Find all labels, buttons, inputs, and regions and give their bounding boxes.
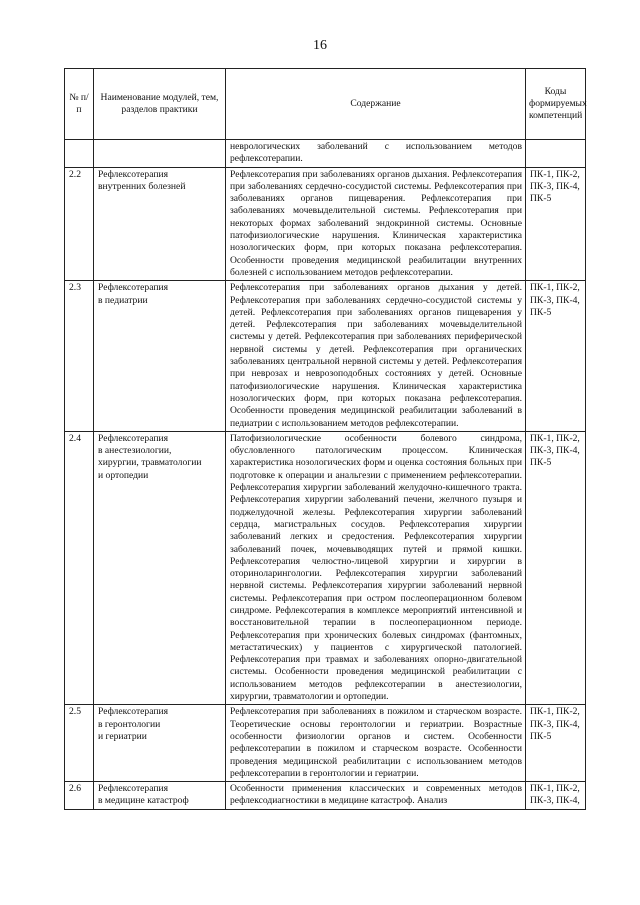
module-name-cell xyxy=(94,140,226,168)
row-number: 2.5 xyxy=(65,705,94,782)
row-number: 2.6 xyxy=(65,782,94,810)
module-name-line: Рефлексотерапия xyxy=(98,168,169,180)
module-name-cell xyxy=(94,167,226,281)
header-competency-codes: Коды формируемых компетенций xyxy=(526,69,586,140)
content-paragraph: Особенности применения классических и современных методов рефлексодиагностики в медицине катастроф. Анализ xyxy=(230,783,522,807)
table-row xyxy=(65,782,586,810)
competency-codes-cell xyxy=(526,705,586,782)
competency-code-line: ПК-1, ПК-2, xyxy=(530,282,580,294)
module-name-cell xyxy=(94,782,226,810)
table-body xyxy=(65,140,586,810)
module-name-line: в педиатрии xyxy=(98,294,148,306)
table-row xyxy=(65,431,586,705)
competency-code-line: ПК-1, ПК-2, xyxy=(530,783,580,795)
module-name-line: в геронтологии xyxy=(98,718,161,730)
content-paragraph: Рефлексотерапия при заболеваниях органов дыхания. Рефлексотерапия при заболеваниях сердечно-сосудистой системы. Рефлексотерапия при заболеваниях органов пищеварения. Рефлексотерапия при заболеваниях мочевыделительной системы. Рефлексотерапия при некоторых формах заболеваний эндокринной системы. Основные патофизиологические нарушения. Клиническая характеристика нозологических форм, при которых показана рефлексотерапия. Особенности проведения медицинской реабилитации внутренних болезней с использованием методов рефлексотерапии. xyxy=(230,168,522,278)
row-number xyxy=(65,140,94,168)
table-row xyxy=(65,140,586,168)
content-cell xyxy=(226,140,526,168)
module-name-line: Рефлексотерапия xyxy=(98,706,169,718)
competency-code-line: ПК-1, ПК-2, xyxy=(530,706,580,718)
content-paragraph: неврологических заболеваний с использованием методов рефлексотерапии. xyxy=(230,141,522,165)
page-number: 16 xyxy=(313,38,327,53)
module-name-line: хирургии, травматологии xyxy=(98,457,202,469)
competency-code-line: ПК-5 xyxy=(530,193,552,205)
table-row xyxy=(65,705,586,782)
module-name-cell xyxy=(94,705,226,782)
module-name-line: в медицине катастроф xyxy=(98,795,189,807)
module-name-line: и гериатрии xyxy=(98,730,147,742)
content-cell xyxy=(226,431,526,705)
row-number: 2.3 xyxy=(65,281,94,432)
content-cell xyxy=(226,705,526,782)
content-cell xyxy=(226,782,526,810)
module-name-cell xyxy=(94,431,226,705)
competency-code-line: ПК-5 xyxy=(530,730,552,742)
competency-code-line: ПК-3, ПК-4, xyxy=(530,180,580,192)
module-name-line: Рефлексотерапия xyxy=(98,282,169,294)
competency-code-line: ПК-3, ПК-4, xyxy=(530,445,580,457)
competency-code-line: ПК-1, ПК-2, xyxy=(530,168,580,180)
table-header-row xyxy=(65,69,586,140)
table-row xyxy=(65,281,586,432)
content-paragraph: Рефлексотерапия при заболеваниях в пожилом и старческом возрасте. Теоретические основы геронтологии и гериатрии. Возрастные особенности физиологии органов и систем. Особенности рефлексотерапии в пожилом и старческом возрасте. Особенности проведения медицинской реабилитации с использованием методов рефлексотерапии в геронтологии и гериатрии. xyxy=(230,706,522,779)
curriculum-table xyxy=(64,68,586,810)
competency-code-line: ПК-5 xyxy=(530,457,552,469)
module-name-cell xyxy=(94,281,226,432)
competency-code-line: ПК-3, ПК-4, xyxy=(530,294,580,306)
module-name-line: в анестезиологии, xyxy=(98,445,172,457)
module-name-line: Рефлексотерапия xyxy=(98,432,169,444)
module-name-line: Рефлексотерапия xyxy=(98,783,169,795)
content-cell xyxy=(226,167,526,281)
content-paragraph: Рефлексотерапия при заболеваниях органов дыхания у детей. Рефлексотерапия при заболеваниях сердечно-сосудистой системы у детей. Рефлексотерапия при заболеваниях органов пищеварения у детей. Рефлексотерапия при заболеваниях мочевыделительной системы у детей. Рефлексотерапия при заболеваниях периферической нервной системы у детей. Рефлексотерапия при органических заболеваниях центральной нервной системы у детей. Рефлексотерапия при неврозах и неврозоподобных состояниях у детей. Основные патофизиологические нарушения. Клиническая характеристика нозологических форм, при которых показана рефлексотерапия. Особенности проведения медицинской реабилитации заболеваний в педиатрии с использованием методов рефлексотерапии. xyxy=(230,282,522,429)
competency-codes-cell xyxy=(526,431,586,705)
competency-codes-cell xyxy=(526,782,586,810)
competency-code-line: ПК-5 xyxy=(530,306,552,318)
row-number: 2.4 xyxy=(65,431,94,705)
content-cell xyxy=(226,281,526,432)
competency-code-line: ПК-3, ПК-4, xyxy=(530,795,580,807)
table-row xyxy=(65,167,586,281)
header-module-name: Наименование модулей, тем, разделов практики xyxy=(94,69,226,140)
competency-code-line: ПК-1, ПК-2, xyxy=(530,432,580,444)
header-content: Содержание xyxy=(226,69,526,140)
row-number: 2.2 xyxy=(65,167,94,281)
competency-codes-cell xyxy=(526,281,586,432)
header-number: № п/п xyxy=(65,69,94,140)
content-paragraph: Патофизиологические особенности болевого синдрома, обусловленного патологическим процессом. Клиническая характеристика нозологических форм и оценка состояния больных при подготовке к операции и анальгезии с применением рефлексотерапии. Рефлексотерапия хирургии заболеваний желудочно-кишечного тракта. Рефлексотерапия хирургии заболеваний печени, желчного пузыря и поджелудочной железы. Рефлексотерапия хирургии заболеваний сердца, магистральных сосудов. Рефлексотерапия хирургии заболеваний легких и средостения. Рефлексотерапия хирургии заболеваний почек, мочевыводящих путей и прямой кишки. Рефлексотерапия челюстно-лицевой хирургии и хирургии в оториноларингологии. Рефлексотерапия хирургии заболеваний нервной системы. Рефлексотерапия хирургии заболеваний нервной системы. Рефлексотерапия при остром послеоперационном болевом синдроме. Рефлексотерапия в комплексе мероприятий интенсивной и восстановительной терапии в послеоперационном периоде. Рефлексотерапия при хронических болевых синдромах (фантомных, метастатических) у пациентов с хирургической патологией. Рефлексотерапия при травмах и заболеваниях опорно-двигательной системы. Особенности проведения медицинской реабилитации с использованием методов рефлексотерапии в анестезиологии, хирургии, травматологии и ортопедии. xyxy=(230,432,522,703)
competency-codes-cell xyxy=(526,140,586,168)
competency-code-line: ПК-3, ПК-4, xyxy=(530,718,580,730)
module-name-line: и ортопедии xyxy=(98,469,149,481)
module-name-line: внутренних болезней xyxy=(98,180,186,192)
competency-codes-cell xyxy=(526,167,586,281)
